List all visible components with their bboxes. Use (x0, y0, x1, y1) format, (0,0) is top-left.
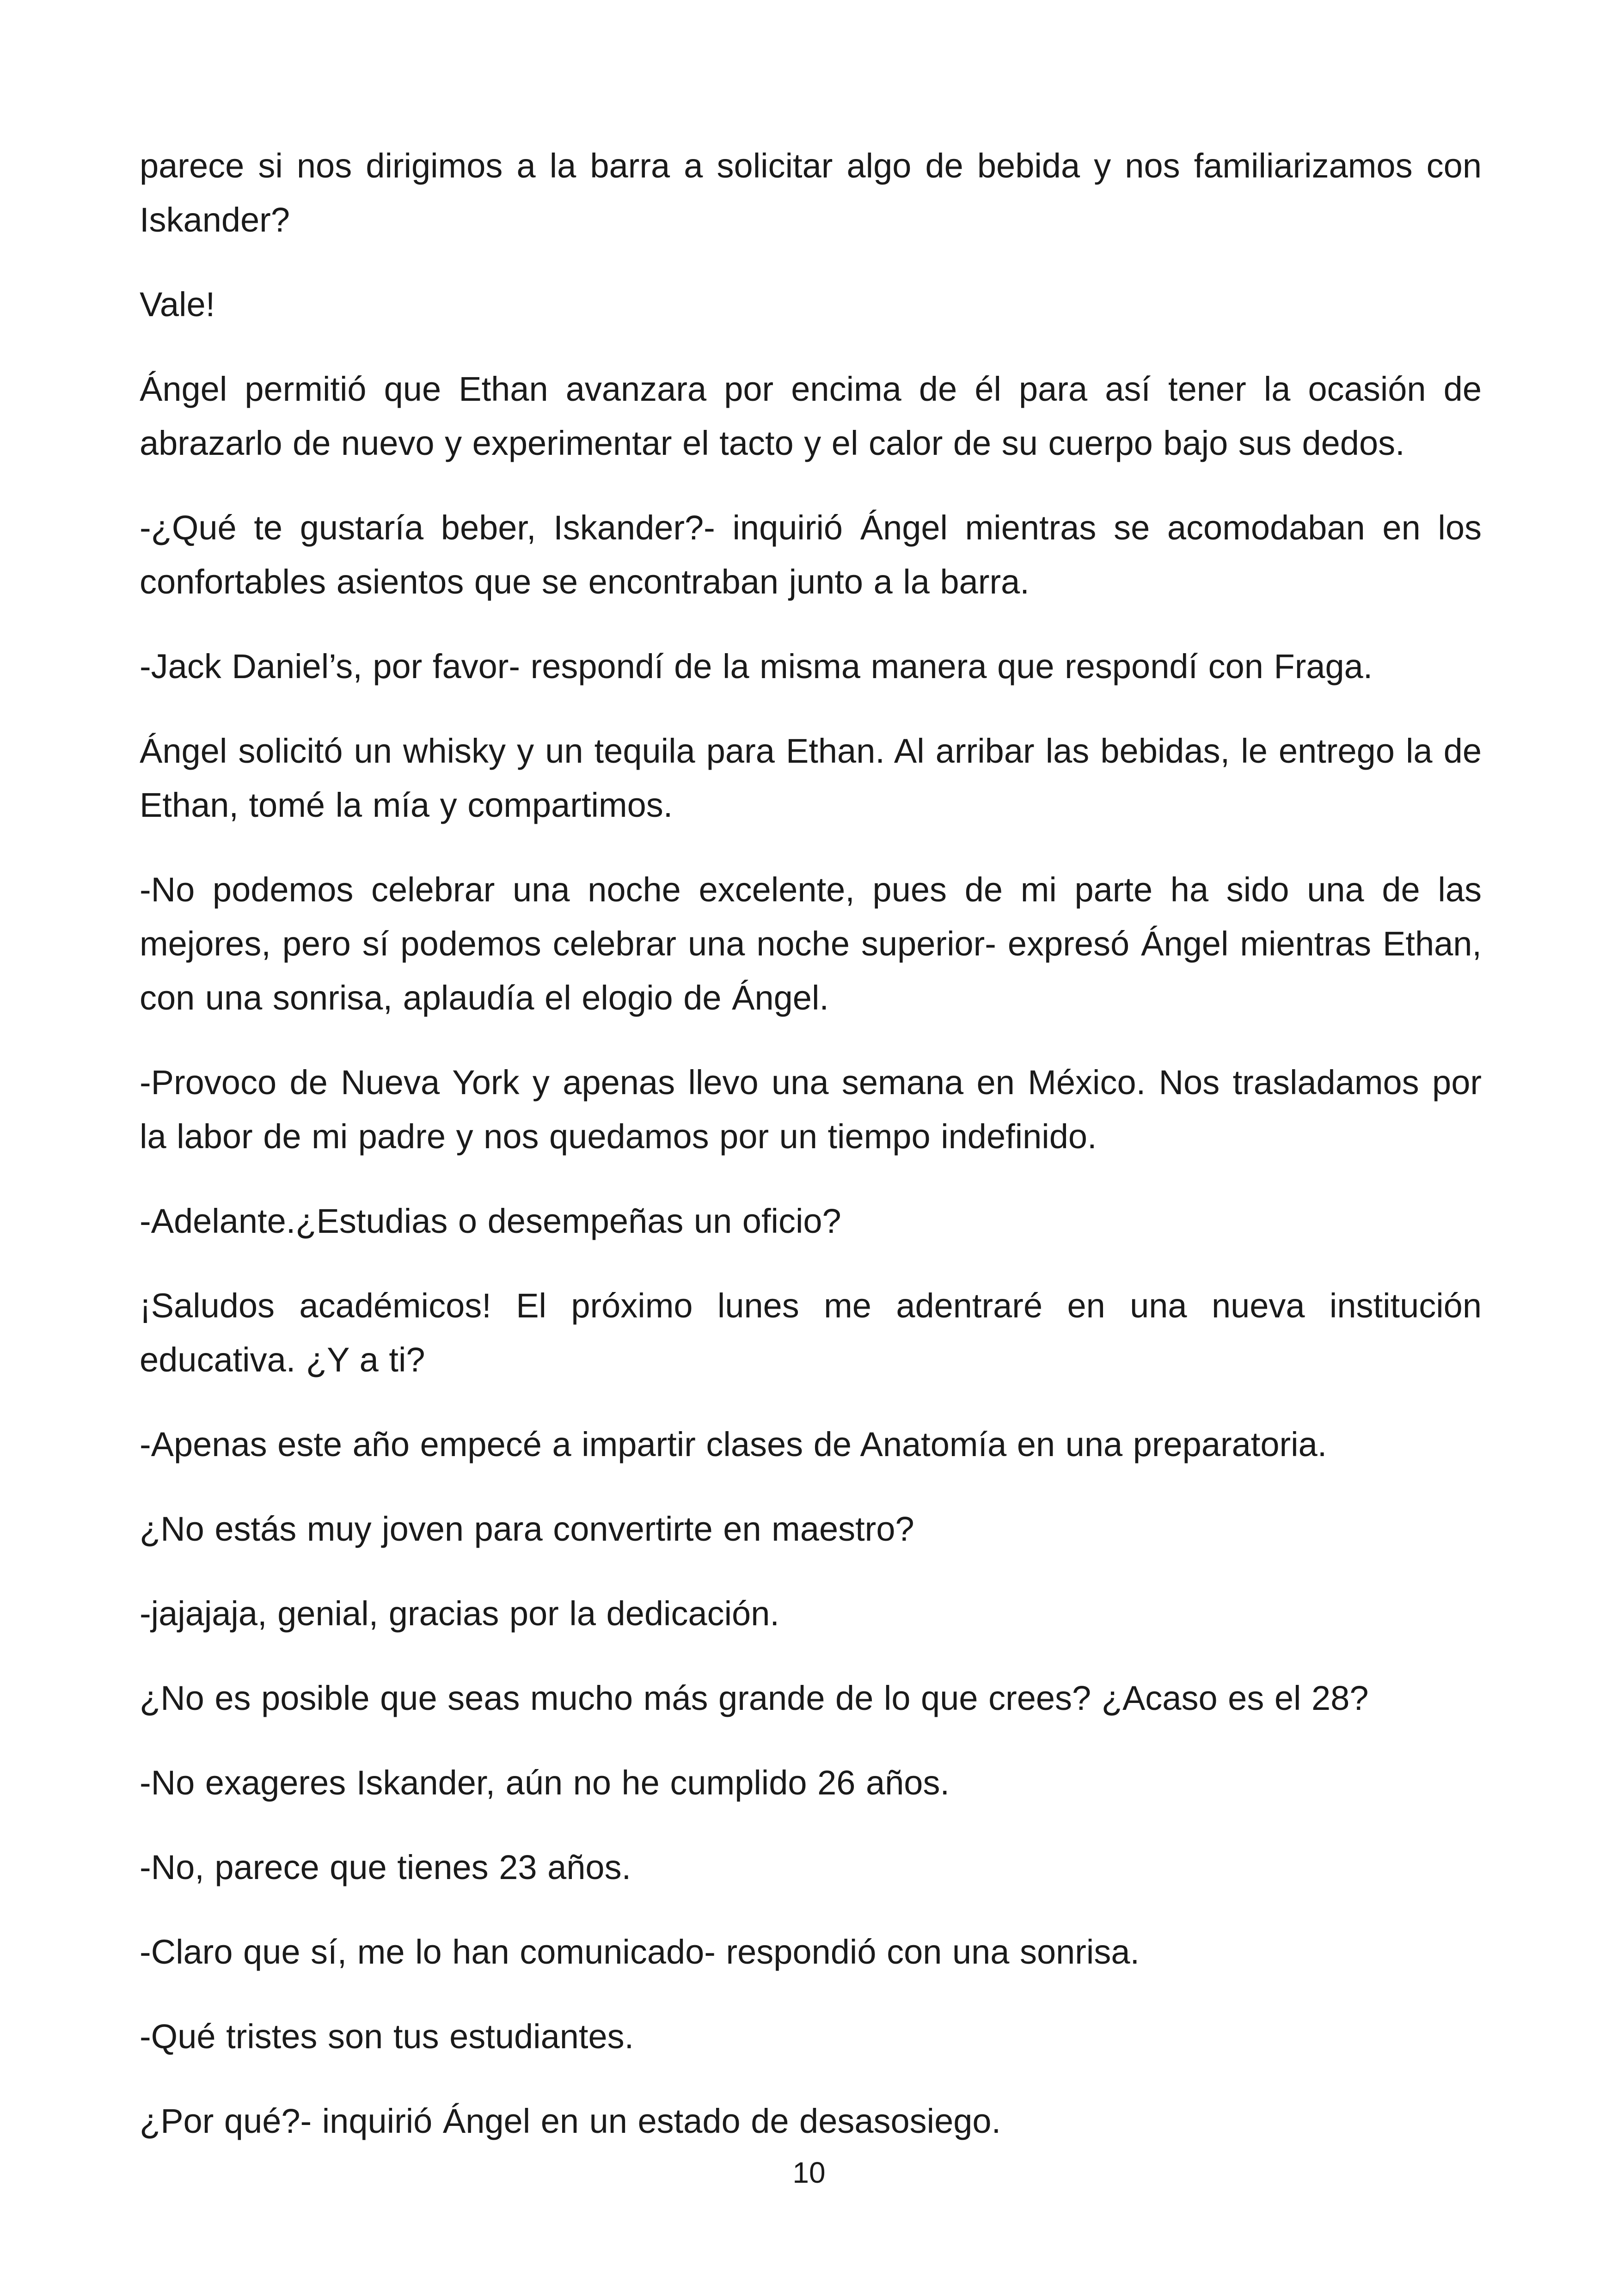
paragraph: ¡Saludos académicos! El próximo lunes me adentraré en una nueva institución educativa. ¿Y a ti? (140, 1286, 1482, 1379)
paragraph: -Qué tristes son tus estudiantes. (140, 2017, 634, 2056)
paragraph: Ángel solicitó un whisky y un tequila para Ethan. Al arribar las bebidas, le entrego la de Ethan, tomé la mía y compartimos. (140, 732, 1482, 824)
page-number: 10 (792, 2156, 826, 2189)
paragraph: Ángel permitió que Ethan avanzara por encima de él para así tener la ocasión de abrazarlo de nuevo y experimentar el tacto y el calor de su cuerpo bajo sus dedos. (140, 370, 1482, 462)
paragraph: -Claro que sí, me lo han comunicado- respondió con una sonrisa. (140, 1933, 1140, 1971)
paragraph: -Apenas este año empecé a impartir clases de Anatomía en una preparatoria. (140, 1425, 1327, 1463)
paragraph: -jajajaja, genial, gracias por la dedicación. (140, 1594, 779, 1633)
paragraph: ¿No es posible que seas mucho más grande de lo que crees? ¿Acaso es el 28? (140, 1679, 1369, 1717)
body-text (140, 139, 1482, 2179)
paragraph: Vale! (140, 285, 215, 324)
paragraph: -Jack Daniel’s, por favor- respondí de la misma manera que respondí con Fraga. (140, 647, 1373, 686)
paragraph: -No exageres Iskander, aún no he cumplido 26 años. (140, 1763, 950, 1802)
paragraph: -Adelante.¿Estudias o desempeñas un oficio? (140, 1202, 841, 1240)
paragraph: parece si nos dirigimos a la barra a solicitar algo de bebida y nos familiarizamos con Iskander? (140, 147, 1482, 239)
paragraph: -No podemos celebrar una noche excelente, pues de mi parte ha sido una de las mejores, pero sí podemos celebrar una noche superior- expresó Ángel mientras Ethan, con una sonrisa, aplaudía el elogio de Ángel. (140, 870, 1482, 1017)
paragraph: ¿Por qué?- inquirió Ángel en un estado de desasosiego. (140, 2102, 1001, 2140)
paragraph: ¿No estás muy joven para convertirte en maestro? (140, 1510, 914, 1548)
paragraph: -Provoco de Nueva York y apenas llevo una semana en México. Nos trasladamos por la labor de mi padre y nos quedamos por un tiempo indefinido. (140, 1063, 1482, 1156)
paragraph: -¿Qué te gustaría beber, Iskander?- inquirió Ángel mientras se acomodaban en los confortables asientos que se encontraban junto a la barra. (140, 508, 1482, 601)
paragraph: -No, parece que tienes 23 años. (140, 1848, 631, 1886)
